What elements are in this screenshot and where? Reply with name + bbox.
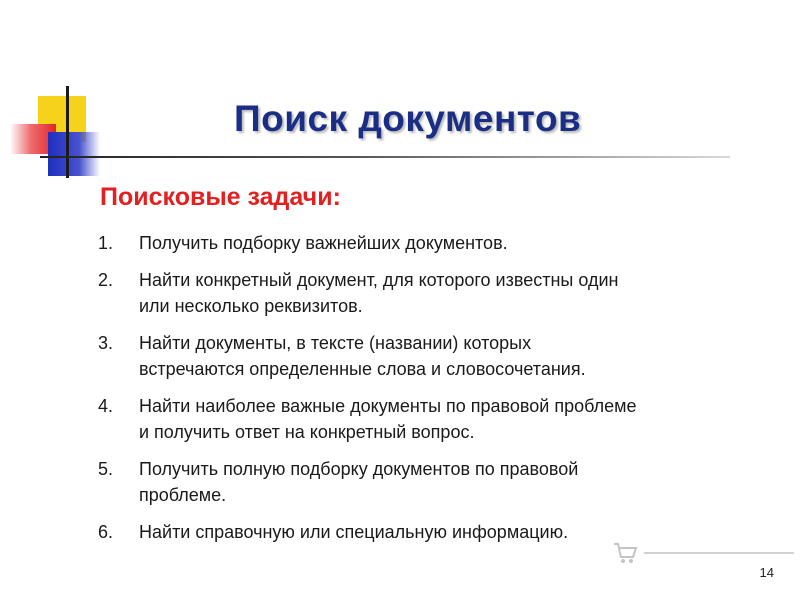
task-list <box>98 230 768 556</box>
list-item <box>98 267 768 319</box>
item-number: 3. <box>98 333 114 353</box>
item-text: Найти справочную или специальную информацию. <box>139 522 569 542</box>
list-item <box>98 330 768 382</box>
list-item <box>98 456 768 508</box>
watermark <box>612 540 794 566</box>
slide-title: Поиск документов <box>234 98 582 139</box>
item-number: 2. <box>98 270 114 290</box>
slide-subtitle: Поисковые задачи: <box>100 183 341 211</box>
item-number: 4. <box>98 396 114 416</box>
cart-icon <box>612 540 638 566</box>
item-number: 1. <box>98 233 114 253</box>
item-text: Найти документы, в тексте (названии) которых встречаются определенные слова и словосочетания. <box>139 333 586 379</box>
watermark-line <box>644 552 794 554</box>
list-item <box>98 230 768 256</box>
item-text: Найти конкретный документ, для которого известны один или несколько реквизитов. <box>139 270 619 316</box>
item-number: 5. <box>98 459 114 479</box>
item-text: Получить полную подборку документов по правовой проблеме. <box>139 459 579 505</box>
decor-blue-square <box>48 132 100 176</box>
item-text: Найти наиболее важные документы по правовой проблеме и получить ответ на конкретный вопрос. <box>139 396 637 442</box>
item-text: Получить подборку важнейших документов. <box>139 233 508 253</box>
item-number: 6. <box>98 522 114 542</box>
page-number: 14 <box>759 565 774 580</box>
decor-vertical-line <box>66 86 69 178</box>
title-underline <box>40 156 730 158</box>
list-item <box>98 393 768 445</box>
